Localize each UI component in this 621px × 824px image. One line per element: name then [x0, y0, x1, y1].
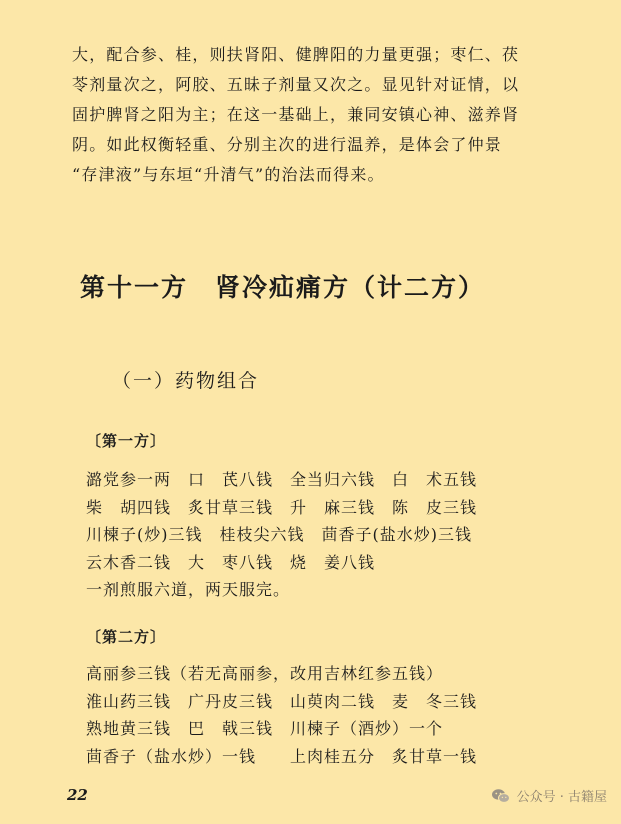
watermark-text: 公众号 · 古籍屋 [516, 790, 607, 805]
paragraph-line: 大，配合参、桂，则扶肾阳、健脾阳的力量更强；枣仁、茯 [72, 45, 520, 64]
watermark [491, 786, 607, 805]
prescription-line: 云木香二钱 大 枣八钱 烧 姜八钱 [86, 552, 376, 572]
paragraph-line: 固护脾肾之阳为主；在这一基础上，兼同安镇心神、滋养肾 [72, 105, 520, 124]
page-number: 22 [67, 786, 88, 804]
prescription-line: 茴香子（盐水炒）一钱 上肉桂五分 炙甘草一钱 [86, 746, 478, 766]
prescription-line: 川楝子(炒)三钱 桂枝尖六钱 茴香子(盐水炒)三钱 [86, 525, 472, 544]
prescription-line: 潞党参一两 口 芪八钱 全当归六钱 白 术五钱 [86, 470, 478, 489]
section-title: （一）药物组合 [112, 370, 260, 392]
chapter-title: 第十一方 肾冷疝痛方（计二方） [80, 273, 486, 302]
prescription-line: 柴 胡四钱 炙甘草三钱 升 麻三钱 陈 皮三钱 [86, 497, 478, 517]
prescription-line: 熟地黄三钱 巴 戟三钱 川楝子（酒炒）一个 [86, 719, 444, 738]
prescription-1-body [86, 466, 566, 604]
wechat-icon [491, 788, 511, 804]
prescription-1-label: 〔第一方〕 [86, 432, 167, 450]
paragraph-line: 阴。如此权衡轻重、分别主次的进行温养，是体会了仲景 [72, 135, 503, 154]
prescription-line: 一剂煎服六道，两天服完。 [86, 580, 291, 599]
prescription-2-body [86, 660, 566, 770]
paragraph-line: 苓剂量次之，阿胶、五昧子剂量又次之。显见针对证情，以 [72, 75, 520, 94]
prescription-2-label: 〔第二方〕 [86, 628, 167, 646]
paragraph-line: “存津液”与东垣“升清气”的治法而得来。 [72, 165, 385, 184]
prescription-line: 高丽参三钱（若无高丽参，改用吉林红参五钱） [86, 664, 444, 683]
intro-paragraph [72, 40, 584, 190]
prescription-line: 淮山药三钱 广丹皮三钱 山萸肉二钱 麦 冬三钱 [86, 691, 478, 711]
